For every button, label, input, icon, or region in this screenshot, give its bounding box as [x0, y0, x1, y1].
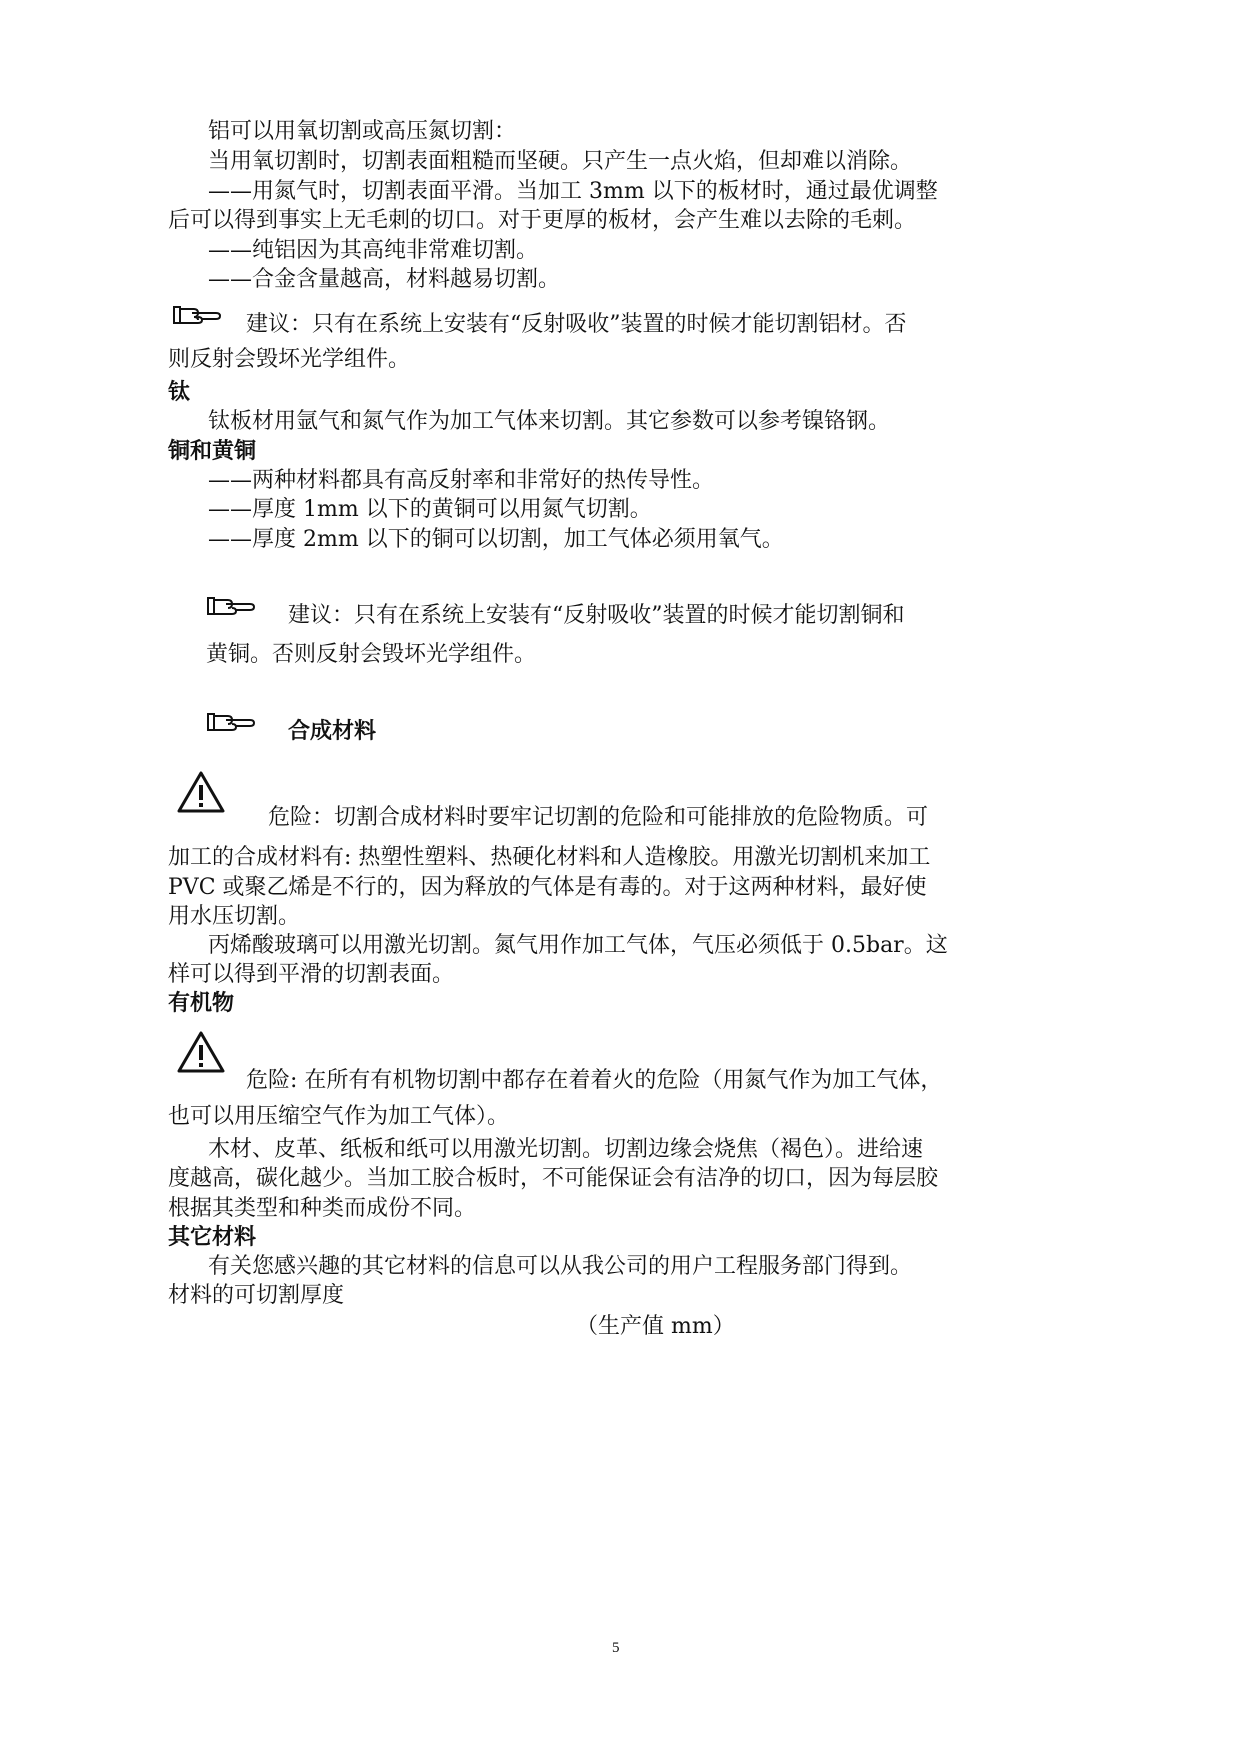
organic-heading: 有机物 [168, 991, 235, 1016]
aluminum-line-4: ——纯铝因为其高纯非常难切割。 [208, 238, 539, 263]
aluminum-intro: 铝可以用氧切割或高压氮切割： [208, 119, 517, 144]
copper-line-1: ——两种材料都具有高反射率和非常好的热传导性。 [208, 468, 715, 493]
warning-triangle-icon [176, 1030, 226, 1074]
aluminum-advice-b: 则反射会毁坏光学组件。 [168, 347, 411, 372]
pointing-hand-icon [172, 304, 224, 328]
aluminum-line-2: ——用氮气时，切割表面平滑。当加工 3mm 以下的板材时，通过最优调整 [208, 179, 938, 204]
synthetic-line-5: 样可以得到平滑的切割表面。 [168, 962, 455, 987]
warning-triangle-icon [176, 770, 226, 814]
synthetic-line-2: PVC 或聚乙烯是不行的，因为释放的气体是有毒的。对于这两种材料，最好使 [168, 875, 927, 900]
aluminum-advice-a: 建议：只有在系统上安装有“反射吸收”装置的时候才能切割铝材。否 [246, 312, 907, 337]
copper-heading: 铜和黄铜 [168, 439, 257, 464]
copper-line-3: ——厚度 2mm 以下的铜可以切割，加工气体必须用氧气。 [208, 527, 784, 552]
other-heading: 其它材料 [168, 1225, 257, 1250]
other-line-3: （生产值 mm） [576, 1314, 735, 1339]
synthetic-heading: 合成材料 [288, 719, 377, 744]
other-line-1: 有关您感兴趣的其它材料的信息可以从我公司的用户工程服务部门得到。 [208, 1254, 913, 1279]
synthetic-line-4: 丙烯酸玻璃可以用激光切割。氮气用作加工气体，气压必须低于 0.5bar。这 [208, 933, 948, 958]
organic-line-1: 木材、皮革、纸板和纸可以用激光切割。切割边缘会烧焦（褐色）。进给速 [208, 1137, 924, 1162]
titanium-line-1: 钛板材用氩气和氮气作为加工气体来切割。其它参数可以参考镍铬钢。 [208, 409, 891, 434]
organic-danger-a: 危险: 在所有有机物切割中都存在着着火的危险（用氮气作为加工气体， [246, 1068, 943, 1093]
copper-line-2: ——厚度 1mm 以下的黄铜可以用氮气切割。 [208, 497, 652, 522]
aluminum-line-3: 后可以得到事实上无毛刺的切口。对于更厚的板材，会产生难以去除的毛刺。 [168, 208, 917, 233]
organic-danger-b: 也可以用压缩空气作为加工气体）。 [168, 1104, 510, 1129]
pointing-hand-icon [206, 595, 258, 619]
synthetic-line-3: 用水压切割。 [168, 904, 301, 929]
organic-line-3: 根据其类型和种类而成份不同。 [168, 1196, 477, 1221]
titanium-heading: 钛 [168, 380, 191, 405]
copper-advice-a: 建议：只有在系统上安装有“反射吸收”装置的时候才能切割铜和 [288, 603, 905, 628]
aluminum-line-1: 当用氧切割时，切割表面粗糙而坚硬。只产生一点火焰，但却难以消除。 [208, 149, 913, 174]
copper-advice-b: 黄铜。否则反射会毁坏光学组件。 [206, 642, 537, 667]
page-number: 5 [612, 1640, 620, 1656]
aluminum-line-5: ——合金含量越高，材料越易切割。 [208, 267, 561, 292]
synthetic-line-1: 加工的合成材料有: 热塑性塑料、热硬化材料和人造橡胶。用激光切割机来加工 [168, 845, 931, 870]
pointing-hand-icon [206, 711, 258, 735]
other-line-2: 材料的可切割厚度 [168, 1283, 345, 1308]
synthetic-danger-a: 危险：切割合成材料时要牢记切割的危险和可能排放的危险物质。可 [268, 805, 929, 830]
organic-line-2: 度越高，碳化越少。当加工胶合板时，不可能保证会有洁净的切口，因为每层胶 [168, 1166, 939, 1191]
